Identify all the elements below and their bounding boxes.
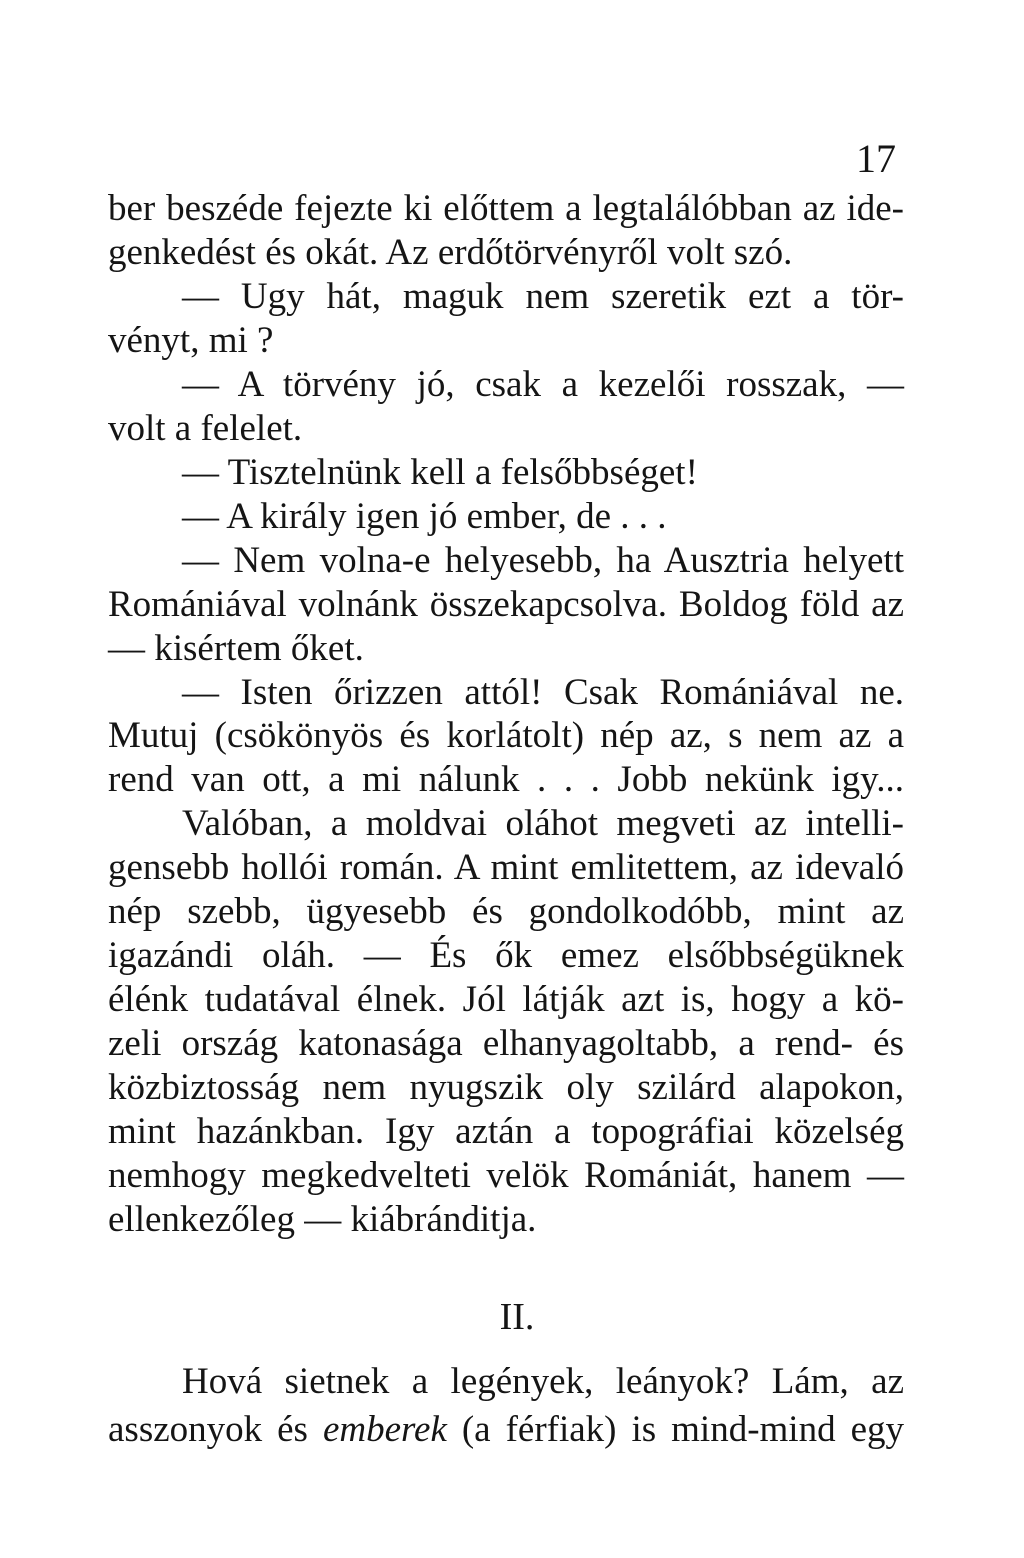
text-line: Romániával volnánk összekapcsolva. Boldog föld az: [108, 584, 904, 625]
text-line: közbiztosság nem nyugszik oly szilárd alapokon,: [108, 1067, 904, 1108]
text-line: Hová sietnek a legények, leányok? Lám, az: [182, 1361, 904, 1402]
text-line: mint hazánkban. Igy aztán a topográfiai közelség: [108, 1111, 904, 1152]
text-line: genkedést és okát. Az erdőtörvényről volt szó.: [108, 232, 793, 273]
text-line: volt a felelet.: [108, 408, 303, 449]
text-line: élénk tudatával élnek. Jól látják azt is, hogy a kö-: [108, 979, 904, 1020]
text-line: — Tisztelnünk kell a felsőbbséget!: [182, 452, 698, 493]
text-line: — Nem volna-e helyesebb, ha Ausztria helyett: [182, 540, 904, 581]
text-line: gensebb hollói román. A mint emlitettem, az idevaló: [108, 847, 904, 888]
text-line: rend van ott, a mi nálunk . . . Jobb nekünk igy...: [108, 759, 904, 800]
text-line: igazándi oláh. — És ők emez elsőbbségüknek: [108, 935, 904, 976]
text-line: — Ugy hát, maguk nem szeretik ezt a tör-: [182, 276, 904, 317]
text-line: — A király igen jó ember, de . . .: [182, 496, 667, 537]
text-line: ellenkezőleg — kiábránditja.: [108, 1199, 537, 1240]
text-segment: (a férfiak) is mind-mind egy: [446, 1409, 904, 1450]
text-line: [108, 1406, 904, 1454]
text-line: nemhogy megkedvelteti velök Romániát, hanem —: [108, 1155, 904, 1196]
page-number: 17: [856, 136, 896, 181]
text-line: ber beszéde fejezte ki előttem a legtalálóbban az ide-: [108, 188, 904, 229]
text-line: — kisértem őket.: [108, 628, 364, 669]
text-line: — A törvény jó, csak a kezelői rosszak, —: [182, 364, 904, 405]
text-line: vényt, mi ?: [108, 320, 274, 361]
text-line: nép szebb, ügyesebb és gondolkodóbb, mint az: [108, 891, 904, 932]
section-heading: II.: [499, 1296, 535, 1338]
text-line: zeli ország katonasága elhanyagoltabb, a rend- és: [108, 1023, 904, 1064]
italic-word: emberek: [322, 1409, 447, 1450]
text-line: — Isten őrizzen attól! Csak Romániával ne.: [182, 672, 904, 713]
text-line: Valóban, a moldvai oláhot megveti az intelli-: [182, 803, 904, 844]
text-line: Mutuj (csökönyös és korlátolt) nép az, s nem az a: [108, 715, 904, 756]
text-segment: asszonyok és: [108, 1409, 323, 1450]
